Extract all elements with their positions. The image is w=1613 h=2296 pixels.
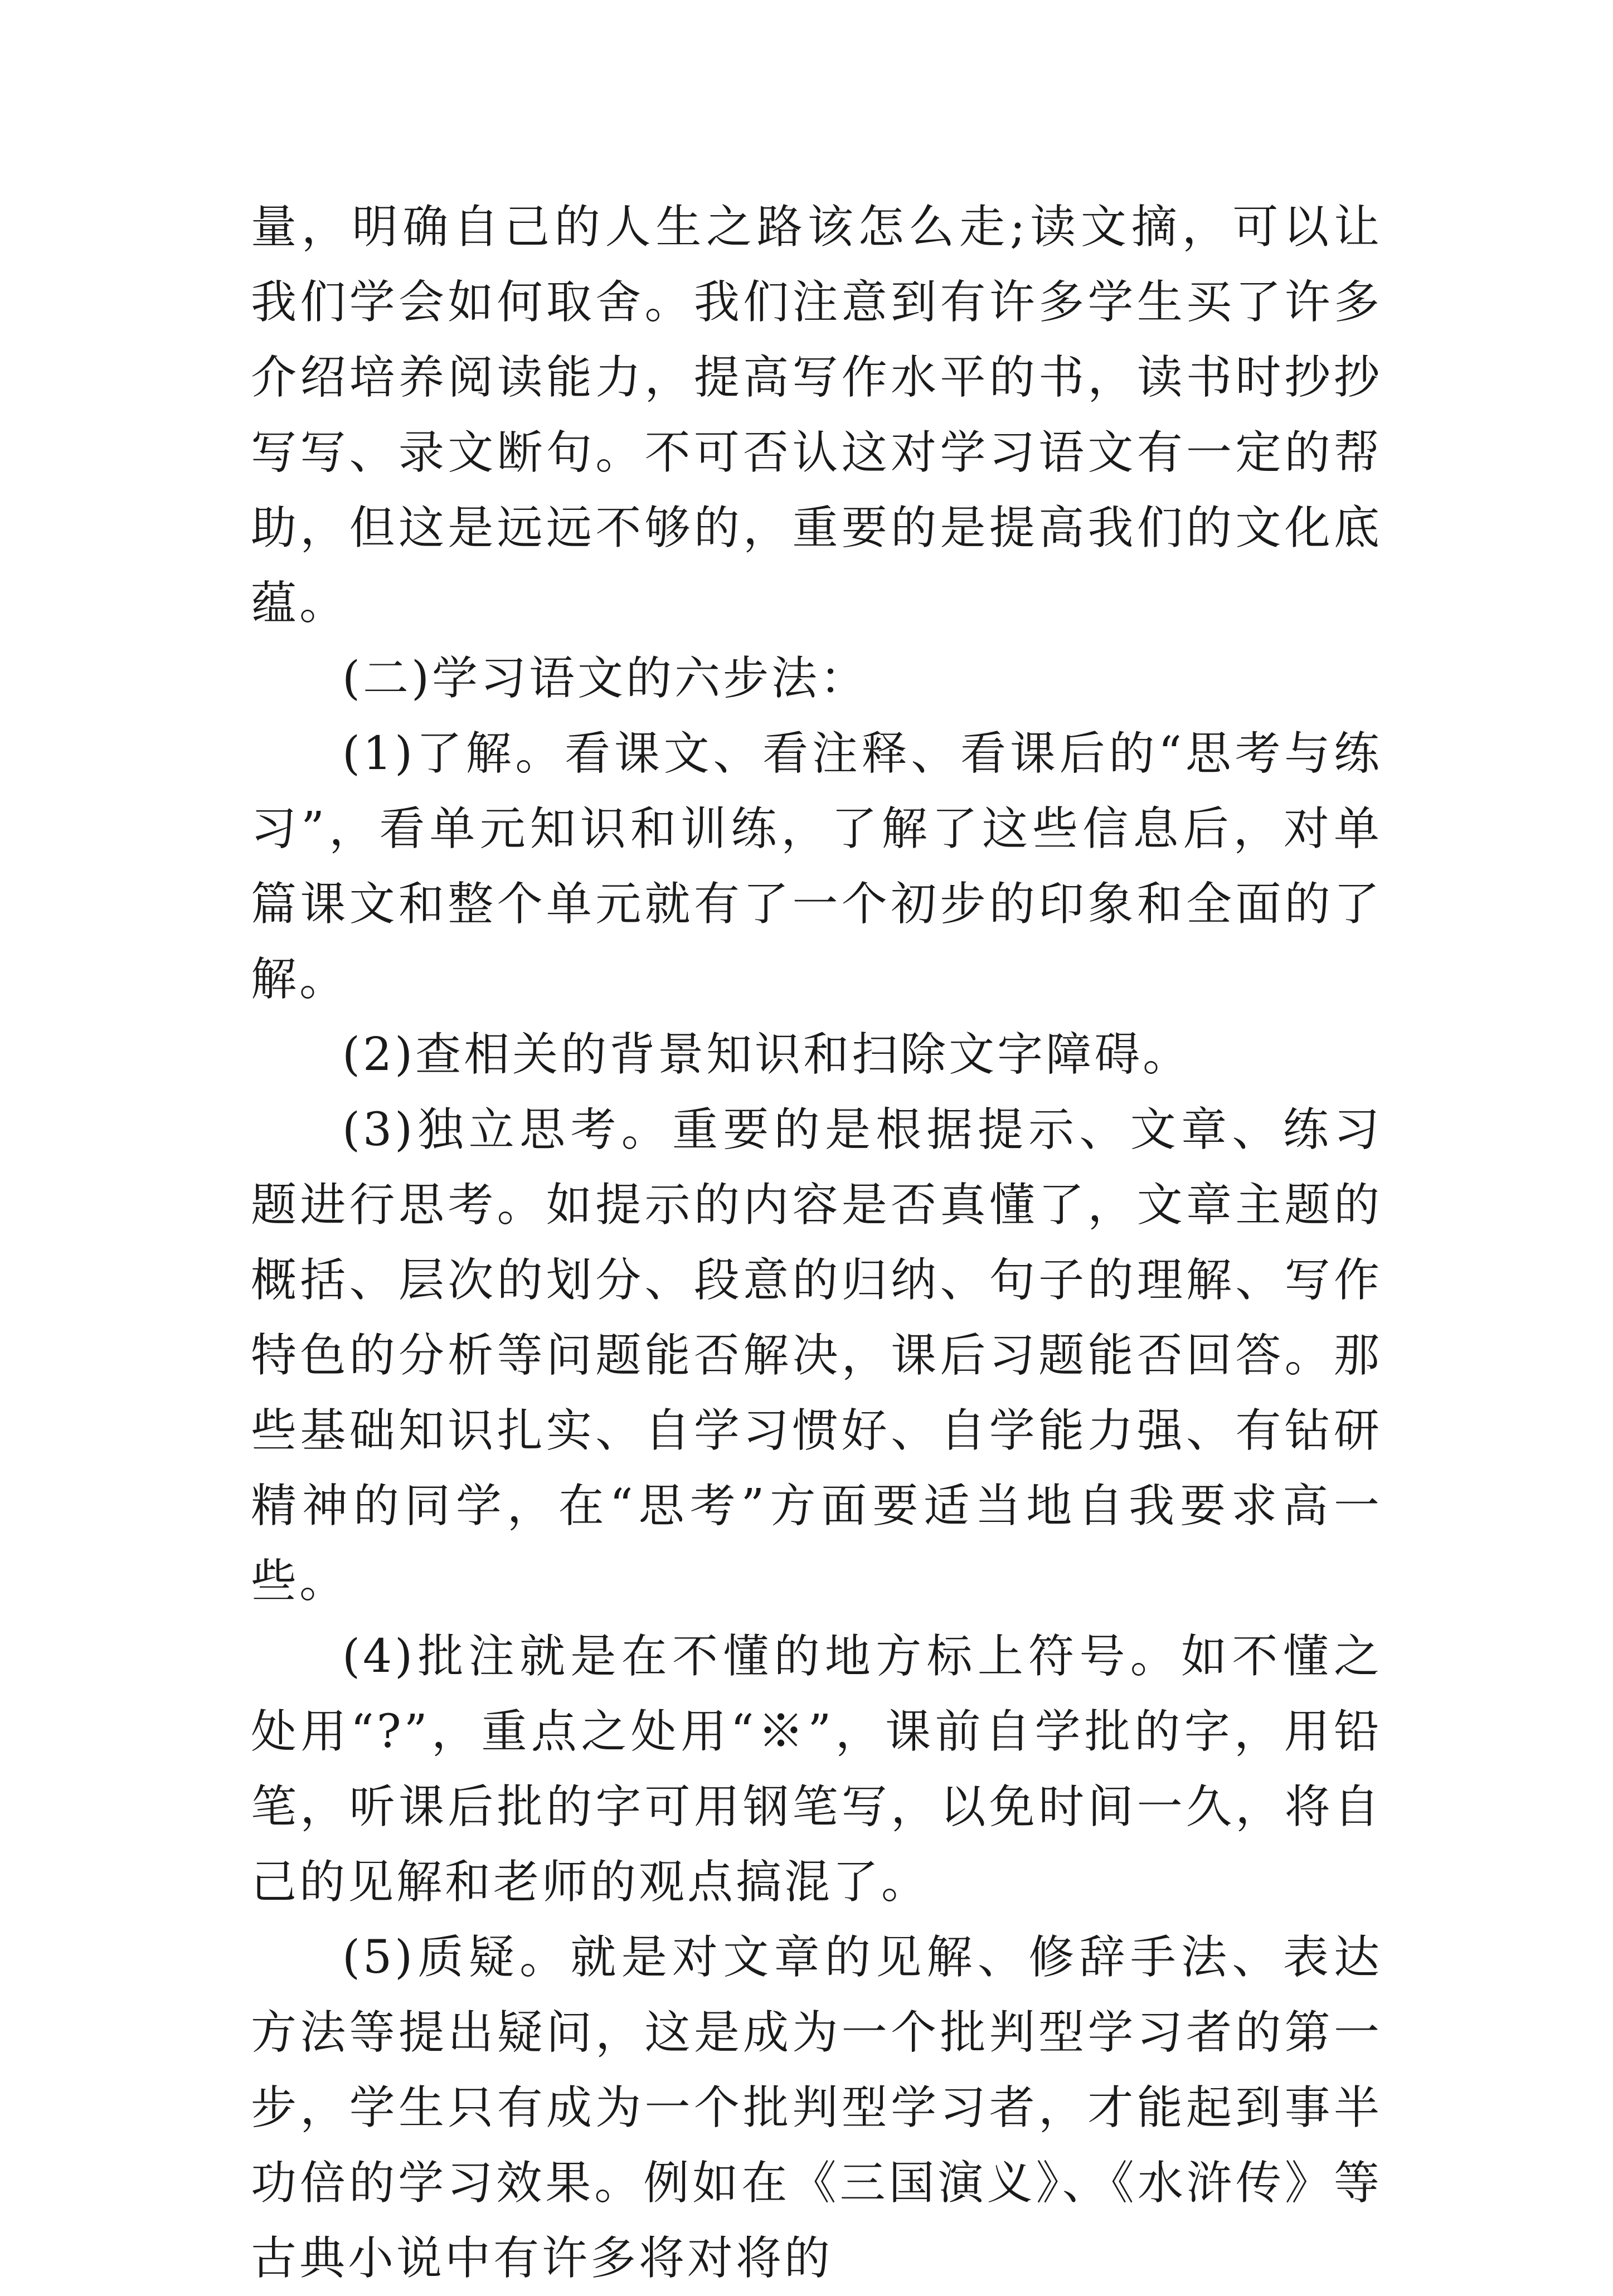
- paragraph-continuation: 量，明确自己的人生之路该怎么走;读文摘，可以让我们学会如何取舍。我们注意到有许多学生买了许多介绍培养阅读能力，提高写作水平的书，读书时抄抄写写、录文断句。不可否认这对学习语文有一定的帮助，但这是远远不够的，重要的是提高我们的文化底蕴。: [251, 201, 1382, 630]
- step-2-paragraph: (2)查相关的背景知识和扫除文字障碍。: [342, 1028, 1192, 1081]
- step-4-paragraph: (4)批注就是在不懂的地方标上符号。如不懂之处用“?”，重点之处用“※”，课前自学批的字，用铅笔，听课后批的字可用钢笔写，以免时间一久，将自己的见解和老师的观点搞混了。: [251, 1630, 1382, 1909]
- document-body: [251, 189, 1382, 2296]
- section-heading-six-steps: (二)学习语文的六步法：: [342, 652, 868, 705]
- step-1-paragraph: (1)了解。看课文、看注释、看课后的“思考与练习”，看单元知识和训练，了解了这些信息后，对单篇课文和整个单元就有了一个初步的印象和全面的了解。: [251, 727, 1382, 1006]
- step-3-paragraph: (3)独立思考。重要的是根据提示、文章、练习题进行思考。如提示的内容是否真懂了，文章主题的概括、层次的划分、段意的归纳、句子的理解、写作特色的分析等问题能否解决，课后习题能否回答。那些基础知识扎实、自学习惯好、自学能力强、有钻研精神的同学，在“思考”方面要适当地自我要求高一些。: [251, 1103, 1382, 1608]
- step-5-paragraph: (5)质疑。就是对文章的见解、修辞手法、表达方法等提出疑问，这是成为一个批判型学习者的第一步，学生只有成为一个批判型学习者，才能起到事半功倍的学习效果。例如在《三国演义》、《水浒传》等古典小说中有许多将对将的: [251, 1931, 1382, 2285]
